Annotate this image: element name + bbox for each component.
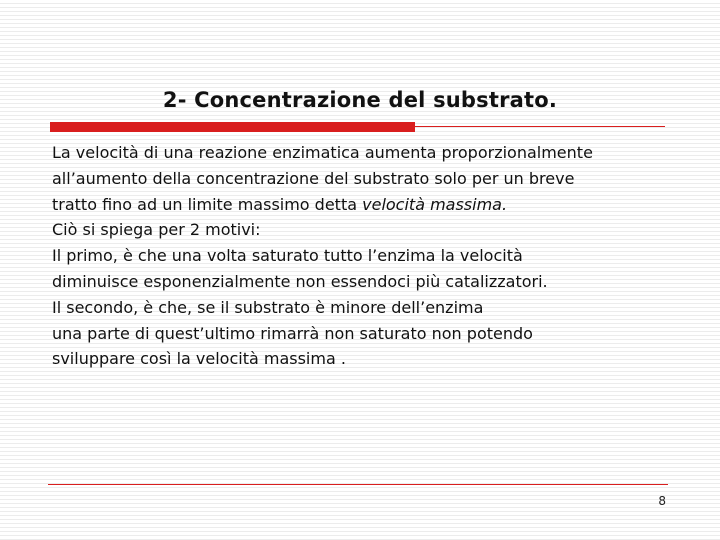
body-line: Ciò si spiega per 2 motivi: — [52, 220, 261, 240]
body-line: sviluppare così la velocità massima . — [52, 349, 346, 369]
emphasis-term: velocità massima. — [362, 194, 508, 214]
slide-title: 2- Concentrazione del substrato. — [162, 88, 558, 112]
title-underline-line — [415, 126, 665, 127]
body-line — [52, 192, 692, 218]
page-number: 8 — [658, 494, 666, 508]
body-line: all’aumento della concentrazione del substrato solo per un breve — [52, 168, 575, 188]
footer-rule — [48, 484, 668, 485]
body-line: La velocità di una reazione enzimatica aumenta proporzionalmente — [52, 143, 593, 162]
body-text — [52, 140, 692, 372]
body-line: una parte di quest’ultimo rimarrà non saturato non potendo — [52, 323, 533, 343]
title-underline — [50, 122, 665, 132]
body-line-text: tratto fino ad un limite massimo detta — [52, 194, 358, 214]
title-underline-bar — [50, 122, 415, 132]
body-line: diminuisce esponenzialmente non essendoci più catalizzatori. — [52, 271, 548, 291]
body-line: Il primo, è che una volta saturato tutto l’enzima la velocità — [52, 246, 523, 266]
body-line: Il secondo, è che, se il substrato è minore dell’enzima — [52, 297, 484, 317]
